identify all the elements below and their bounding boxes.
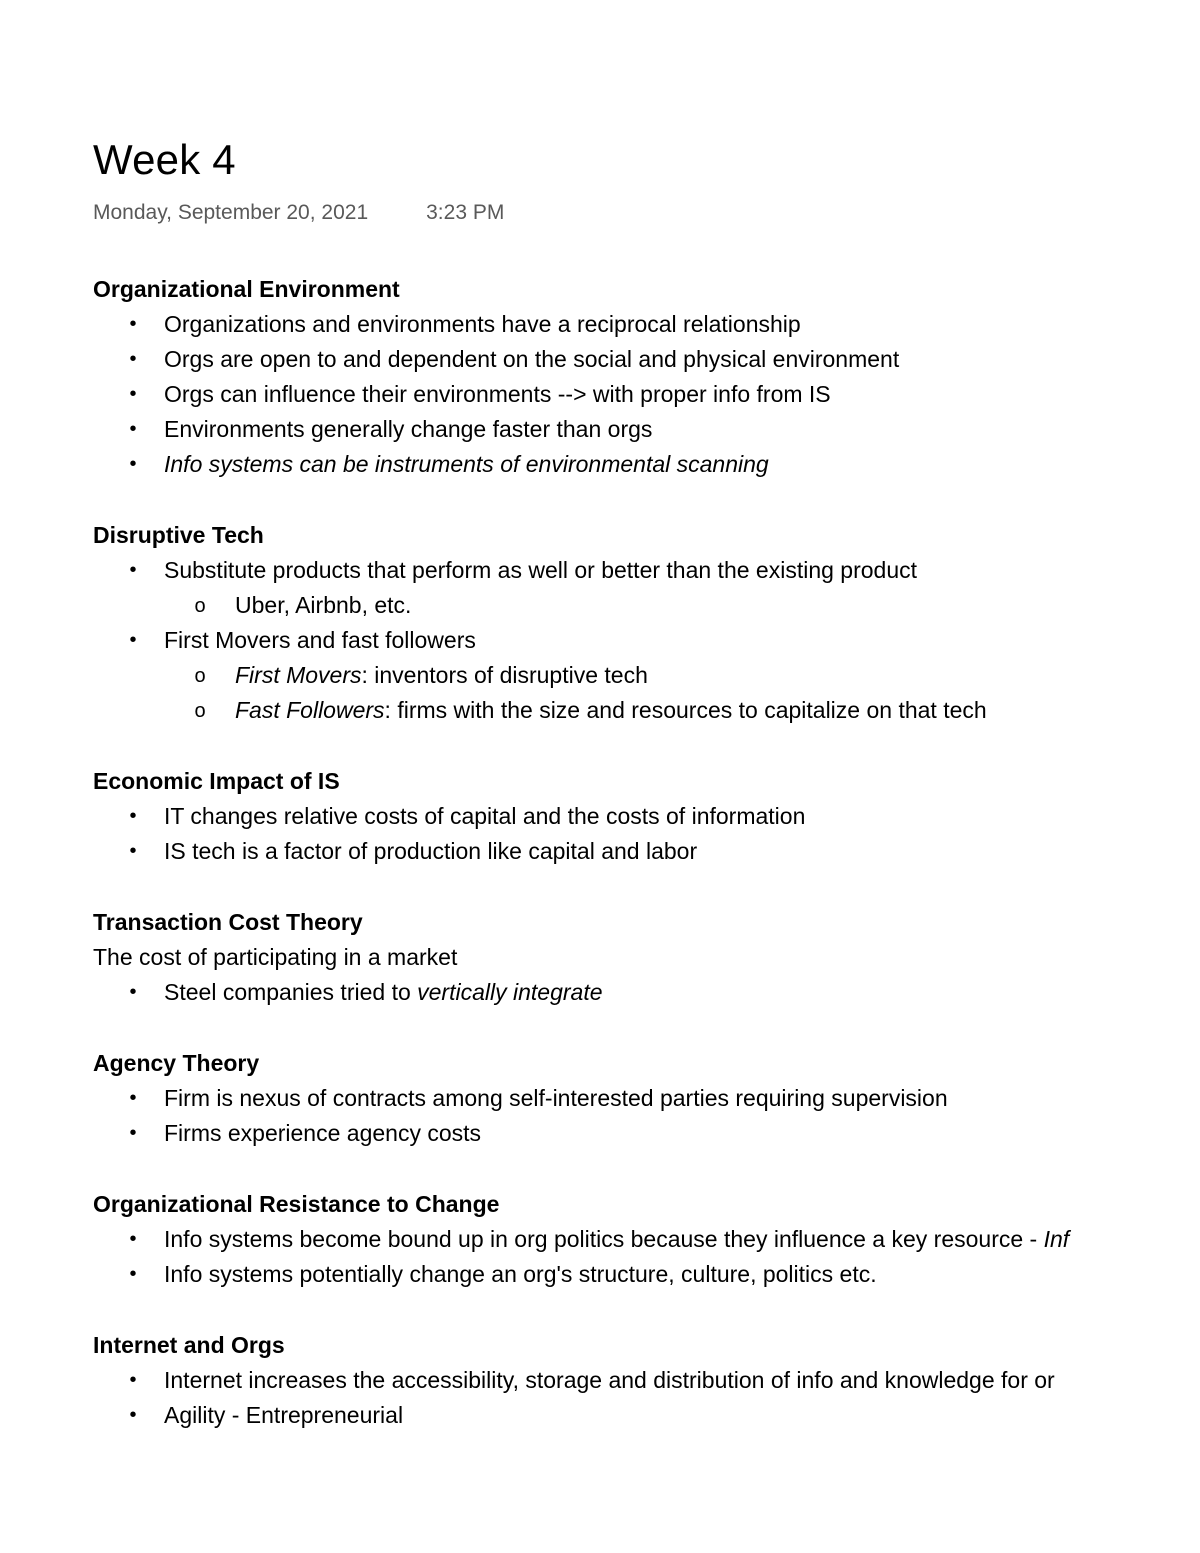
heading-organizational-environment: Organizational Environment [93,276,400,302]
paragraph: The cost of participating in a market [93,944,458,970]
list-item [93,623,1200,658]
circle-bullet-icon: o [194,700,206,722]
list-item-text: Firm is nexus of contracts among self-interested parties requiring supervision [164,1085,948,1111]
heading-economic-impact: Economic Impact of IS [93,768,340,794]
list-item [93,307,1200,342]
list-item [93,834,1200,869]
list-item-text: Info systems potentially change an org's structure, culture, politics etc. [164,1261,877,1287]
list-item-text: Info systems can be instruments of environmental scanning [164,451,769,477]
bullet-icon: • [129,1369,137,1391]
sub-list-item [93,658,1200,693]
list-item [93,1081,1200,1116]
list-item [93,342,1200,377]
sub-list-item [93,588,1200,623]
emphasis-text: Inf [1043,1226,1070,1252]
bullet-icon: • [129,1404,137,1426]
list-item-text: Orgs can influence their environments --> with proper info from IS [164,381,831,407]
bullet-icon: • [129,1263,137,1285]
list-item-text: IT changes relative costs of capital and the costs of information [164,803,806,829]
list-item-text: Agility - Entrepreneurial [164,1402,404,1428]
page-meta [93,198,1200,228]
sub-list-item-text: : inventors of disruptive tech [361,662,648,688]
sub-list-item [93,693,1200,728]
list-item-text: Firms experience agency costs [164,1120,482,1146]
emphasis-text: vertically integrate [417,979,603,1005]
list-item [93,1222,1200,1257]
heading-transaction-cost-theory: Transaction Cost Theory [93,909,363,935]
bullet-icon: • [129,383,137,405]
list-item [93,412,1200,447]
list-item-text: IS tech is a factor of production like capital and labor [164,838,698,864]
list-item [93,377,1200,412]
bullet-icon: • [129,559,137,581]
heading-agency-theory: Agency Theory [93,1050,260,1076]
list-item-text: Organizations and environments have a reciprocal relationship [164,311,801,337]
bullet-icon: • [129,418,137,440]
list-item [93,1257,1200,1292]
term-fast-followers: Fast Followers [235,697,385,723]
sub-list-item-text: Uber, Airbnb, etc. [235,592,412,618]
bullet-icon: • [129,1228,137,1250]
note-page [93,128,1200,1433]
bullet-icon: • [129,805,137,827]
list-item [93,553,1200,588]
list-item [93,1398,1200,1433]
list-item [93,1363,1200,1398]
bullet-icon: • [129,629,137,651]
list-item-text: Environments generally change faster than orgs [164,416,653,442]
list-item-text: Internet increases the accessibility, storage and distribution of info and knowledge for or [164,1367,1055,1393]
list-item [93,1116,1200,1151]
list-item-text: Orgs are open to and dependent on the social and physical environment [164,346,900,372]
list-item-text: Steel companies tried to [164,979,418,1005]
heading-internet-and-orgs: Internet and Orgs [93,1332,285,1358]
bullet-icon: • [129,348,137,370]
page-title: Week 4 [93,136,236,183]
list-item [93,975,1200,1010]
term-first-movers: First Movers [235,662,362,688]
circle-bullet-icon: o [194,595,206,617]
page-time: 3:23 PM [426,201,505,224]
list-item-text: Info systems become bound up in org politics because they influence a key resource - [164,1226,1044,1252]
heading-organizational-resistance: Organizational Resistance to Change [93,1191,500,1217]
bullet-icon: • [129,453,137,475]
bullet-icon: • [129,981,137,1003]
circle-bullet-icon: o [194,665,206,687]
heading-disruptive-tech: Disruptive Tech [93,522,264,548]
bullet-icon: • [129,840,137,862]
list-item-text: Substitute products that perform as well or better than the existing product [164,557,918,583]
page-date: Monday, September 20, 2021 [93,201,369,224]
bullet-icon: • [129,313,137,335]
list-item [93,799,1200,834]
bullet-icon: • [129,1087,137,1109]
bullet-icon: • [129,1122,137,1144]
sub-list-item-text: : firms with the size and resources to capitalize on that tech [384,697,987,723]
list-item [93,447,1200,482]
list-item-text: First Movers and fast followers [164,627,476,653]
